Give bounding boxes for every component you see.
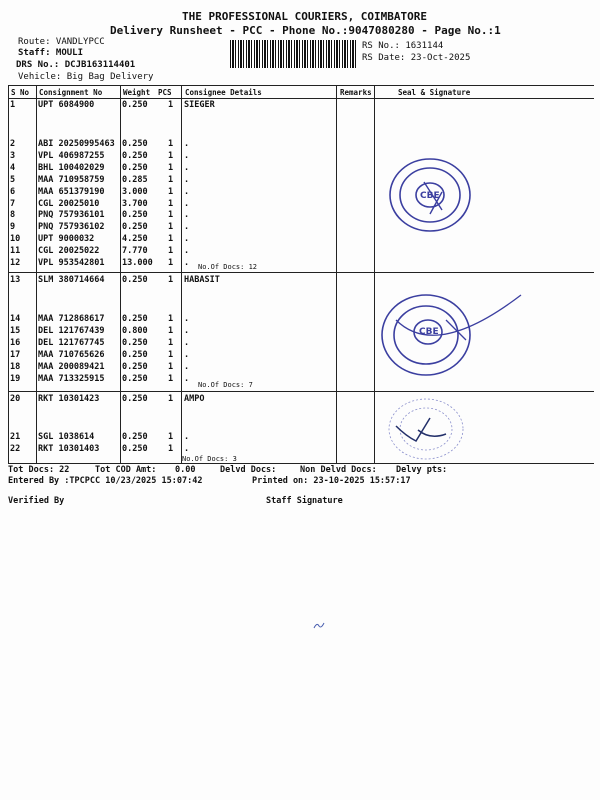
no-of-docs: No.Of Docs: 12 xyxy=(198,263,258,271)
verified-by: Verified By xyxy=(8,496,65,506)
row-consignment-no: MAA 200089421 xyxy=(38,361,105,372)
row-consignment-no: ABI 20250995463 xyxy=(38,139,115,149)
row-pcs: 1 xyxy=(168,443,174,454)
row-sno: 18 xyxy=(10,361,21,372)
row-details: . xyxy=(184,325,190,336)
row-sno: 4 xyxy=(10,162,16,173)
row-details: . xyxy=(184,210,190,221)
route-label: Route: VANDLYPCC xyxy=(18,37,105,47)
consignee-name: SIEGER xyxy=(184,100,215,110)
row-details: . xyxy=(184,174,190,185)
col-divider xyxy=(336,85,337,463)
no-of-docs: No.Of Docs: 3 xyxy=(182,455,237,463)
row-sno: 8 xyxy=(10,210,16,221)
col-divider xyxy=(8,85,9,463)
row-pcs: 1 xyxy=(168,210,174,221)
row-details: . xyxy=(184,349,190,360)
row-consignment-no: PNQ 757936102 xyxy=(38,222,105,233)
row-details: . xyxy=(184,162,190,173)
row-sno: 11 xyxy=(10,246,21,257)
row-details: . xyxy=(184,443,190,454)
col-header-weight: Weight xyxy=(123,88,151,97)
printed-on: Printed on: 23-10-2025 15:57:17 xyxy=(252,476,411,486)
row-details: . xyxy=(184,234,190,245)
non-delvd-docs: Non Delvd Docs: xyxy=(300,465,377,475)
row-weight: 0.250 xyxy=(122,394,148,404)
row-weight: 0.250 xyxy=(122,210,148,221)
staff-signature: Staff Signature xyxy=(266,496,343,506)
row-pcs: 1 xyxy=(168,349,174,360)
row-sno: 9 xyxy=(10,222,16,233)
delvd-docs: Delvd Docs: xyxy=(220,465,277,475)
row-details: . xyxy=(184,246,190,257)
tot-cod-label: Tot COD Amt: xyxy=(95,465,157,475)
row-sno: 12 xyxy=(10,258,21,268)
col-header-seal: Seal & Signature xyxy=(398,88,471,97)
row-sno: 19 xyxy=(10,373,21,384)
row-pcs: 1 xyxy=(168,162,174,173)
row-sno: 22 xyxy=(10,443,21,454)
table-header-border xyxy=(8,98,594,99)
row-pcs: 1 xyxy=(168,325,174,336)
row-details: . xyxy=(184,150,190,161)
row-details: . xyxy=(184,373,190,384)
row-pcs: 1 xyxy=(168,198,174,209)
row-sno: 7 xyxy=(10,198,16,209)
row-details: . xyxy=(184,186,190,197)
row-weight: 0.250 xyxy=(122,349,148,360)
col-header-remarks: Remarks xyxy=(340,88,372,97)
sieger-stamp-center: CBE xyxy=(420,191,440,201)
vehicle-label: Vehicle: Big Bag Delivery xyxy=(18,72,154,82)
col-divider xyxy=(181,85,182,463)
row-pcs: 1 xyxy=(168,258,174,268)
row-consignment-no: RKT 10301403 xyxy=(38,443,100,454)
consignee-name: HABASIT xyxy=(184,275,220,285)
row-details: . xyxy=(184,337,190,348)
group-separator xyxy=(8,272,594,273)
rs-no-label: RS No.: 1631144 xyxy=(362,41,444,51)
row-sno: 21 xyxy=(10,432,21,442)
row-sno: 13 xyxy=(10,275,21,285)
group-separator xyxy=(8,391,594,392)
row-sno: 5 xyxy=(10,174,16,185)
col-header-consignment: Consignment No xyxy=(39,88,103,97)
row-pcs: 1 xyxy=(168,139,174,149)
row-pcs: 1 xyxy=(168,275,174,285)
row-pcs: 1 xyxy=(168,246,174,257)
row-weight: 4.250 xyxy=(122,234,148,245)
row-consignment-no: MAA 651379190 xyxy=(38,186,105,197)
ampo-signature xyxy=(386,396,466,462)
row-weight: 0.250 xyxy=(122,100,148,110)
col-header-details: Consignee Details xyxy=(185,88,262,97)
entered-by: Entered By :TPCPCC 10/23/2025 15:07:42 xyxy=(8,476,203,486)
row-weight: 0.250 xyxy=(122,139,148,149)
row-details: . xyxy=(184,198,190,209)
rs-date-label: RS Date: 23-Oct-2025 xyxy=(362,53,471,63)
tot-docs: Tot Docs: 22 xyxy=(8,465,70,475)
row-sno: 10 xyxy=(10,234,21,245)
row-weight: 7.770 xyxy=(122,246,148,257)
row-sno: 6 xyxy=(10,186,16,197)
col-header-pcs: PCS xyxy=(158,88,172,97)
habasit-stamp xyxy=(376,290,526,380)
row-weight: 3.700 xyxy=(122,198,148,209)
sieger-stamp xyxy=(384,152,480,238)
row-details: . xyxy=(184,432,190,442)
table-top-border xyxy=(8,85,594,86)
runsheet-title: Delivery Runsheet - PCC - Phone No.:9047080280 - Page No.:1 xyxy=(110,24,501,37)
row-sno: 1 xyxy=(10,100,16,110)
row-weight: 0.250 xyxy=(122,314,148,324)
row-weight: 0.250 xyxy=(122,150,148,161)
row-weight: 0.250 xyxy=(122,162,148,173)
row-pcs: 1 xyxy=(168,361,174,372)
row-consignment-no: DEL 121767439 xyxy=(38,325,105,336)
row-pcs: 1 xyxy=(168,234,174,245)
row-weight: 0.250 xyxy=(122,432,148,442)
pen-mark xyxy=(312,620,326,630)
row-details: . xyxy=(184,222,190,233)
row-weight: 13.000 xyxy=(122,258,153,268)
row-consignment-no: UPT 9000032 xyxy=(38,234,95,245)
row-consignment-no: DEL 121767745 xyxy=(38,337,105,348)
row-weight: 0.250 xyxy=(122,361,148,372)
table-bottom-border xyxy=(8,463,594,464)
row-weight: 0.250 xyxy=(122,337,148,348)
row-pcs: 1 xyxy=(168,394,174,404)
row-consignment-no: CGL 20025010 xyxy=(38,198,100,209)
row-consignment-no: BHL 100402029 xyxy=(38,162,105,173)
row-sno: 2 xyxy=(10,139,16,149)
row-consignment-no: MAA 713325915 xyxy=(38,373,105,384)
no-of-docs: No.Of Docs: 7 xyxy=(198,381,253,389)
row-pcs: 1 xyxy=(168,337,174,348)
row-sno: 17 xyxy=(10,349,21,360)
row-consignment-no: CGL 20025022 xyxy=(38,246,100,257)
row-consignment-no: MAA 710958759 xyxy=(38,174,105,185)
consignee-name: AMPO xyxy=(184,394,205,404)
row-weight: 0.250 xyxy=(122,373,148,384)
row-weight: 0.800 xyxy=(122,325,148,336)
row-consignment-no: PNQ 757936101 xyxy=(38,210,105,221)
col-divider xyxy=(36,85,37,463)
row-details: . xyxy=(184,139,190,149)
row-consignment-no: RKT 10301423 xyxy=(38,394,100,404)
row-pcs: 1 xyxy=(168,150,174,161)
row-sno: 20 xyxy=(10,394,21,404)
row-weight: 0.250 xyxy=(122,275,148,285)
staff-label: Staff: MOULI xyxy=(18,48,84,58)
row-weight: 0.285 xyxy=(122,174,148,185)
row-pcs: 1 xyxy=(168,186,174,197)
row-pcs: 1 xyxy=(168,373,174,384)
row-weight: 0.250 xyxy=(122,222,148,233)
row-weight: 3.000 xyxy=(122,186,148,197)
row-details: . xyxy=(184,361,190,372)
row-consignment-no: SLM 380714664 xyxy=(38,275,105,285)
delvy-pts: Delvy pts: xyxy=(396,465,448,475)
col-divider xyxy=(120,85,121,463)
tot-cod-value: 0.00 xyxy=(175,465,196,475)
row-weight: 0.250 xyxy=(122,443,148,454)
row-sno: 3 xyxy=(10,150,16,161)
col-divider xyxy=(374,85,375,463)
row-details: . xyxy=(184,314,190,324)
habasit-stamp-center: CBE xyxy=(419,327,439,337)
company-name: THE PROFESSIONAL COURIERS, COIMBATORE xyxy=(182,10,428,23)
drs-label: DRS No.: DCJB163114401 xyxy=(16,60,136,70)
row-details: . xyxy=(184,258,190,268)
row-consignment-no: MAA 712868617 xyxy=(38,314,105,324)
row-sno: 16 xyxy=(10,337,21,348)
row-sno: 15 xyxy=(10,325,21,336)
row-consignment-no: VPL 406987255 xyxy=(38,150,105,161)
row-pcs: 1 xyxy=(168,314,174,324)
row-consignment-no: UPT 6084900 xyxy=(38,100,95,110)
row-pcs: 1 xyxy=(168,222,174,233)
row-consignment-no: SGL 1038614 xyxy=(38,432,95,442)
col-header-sno: S No xyxy=(11,88,30,97)
row-pcs: 1 xyxy=(168,174,174,185)
row-sno: 14 xyxy=(10,314,21,324)
row-pcs: 1 xyxy=(168,432,174,442)
row-consignment-no: MAA 710765626 xyxy=(38,349,105,360)
barcode xyxy=(230,40,356,68)
row-consignment-no: VPL 953542801 xyxy=(38,258,105,268)
row-pcs: 1 xyxy=(168,100,174,110)
